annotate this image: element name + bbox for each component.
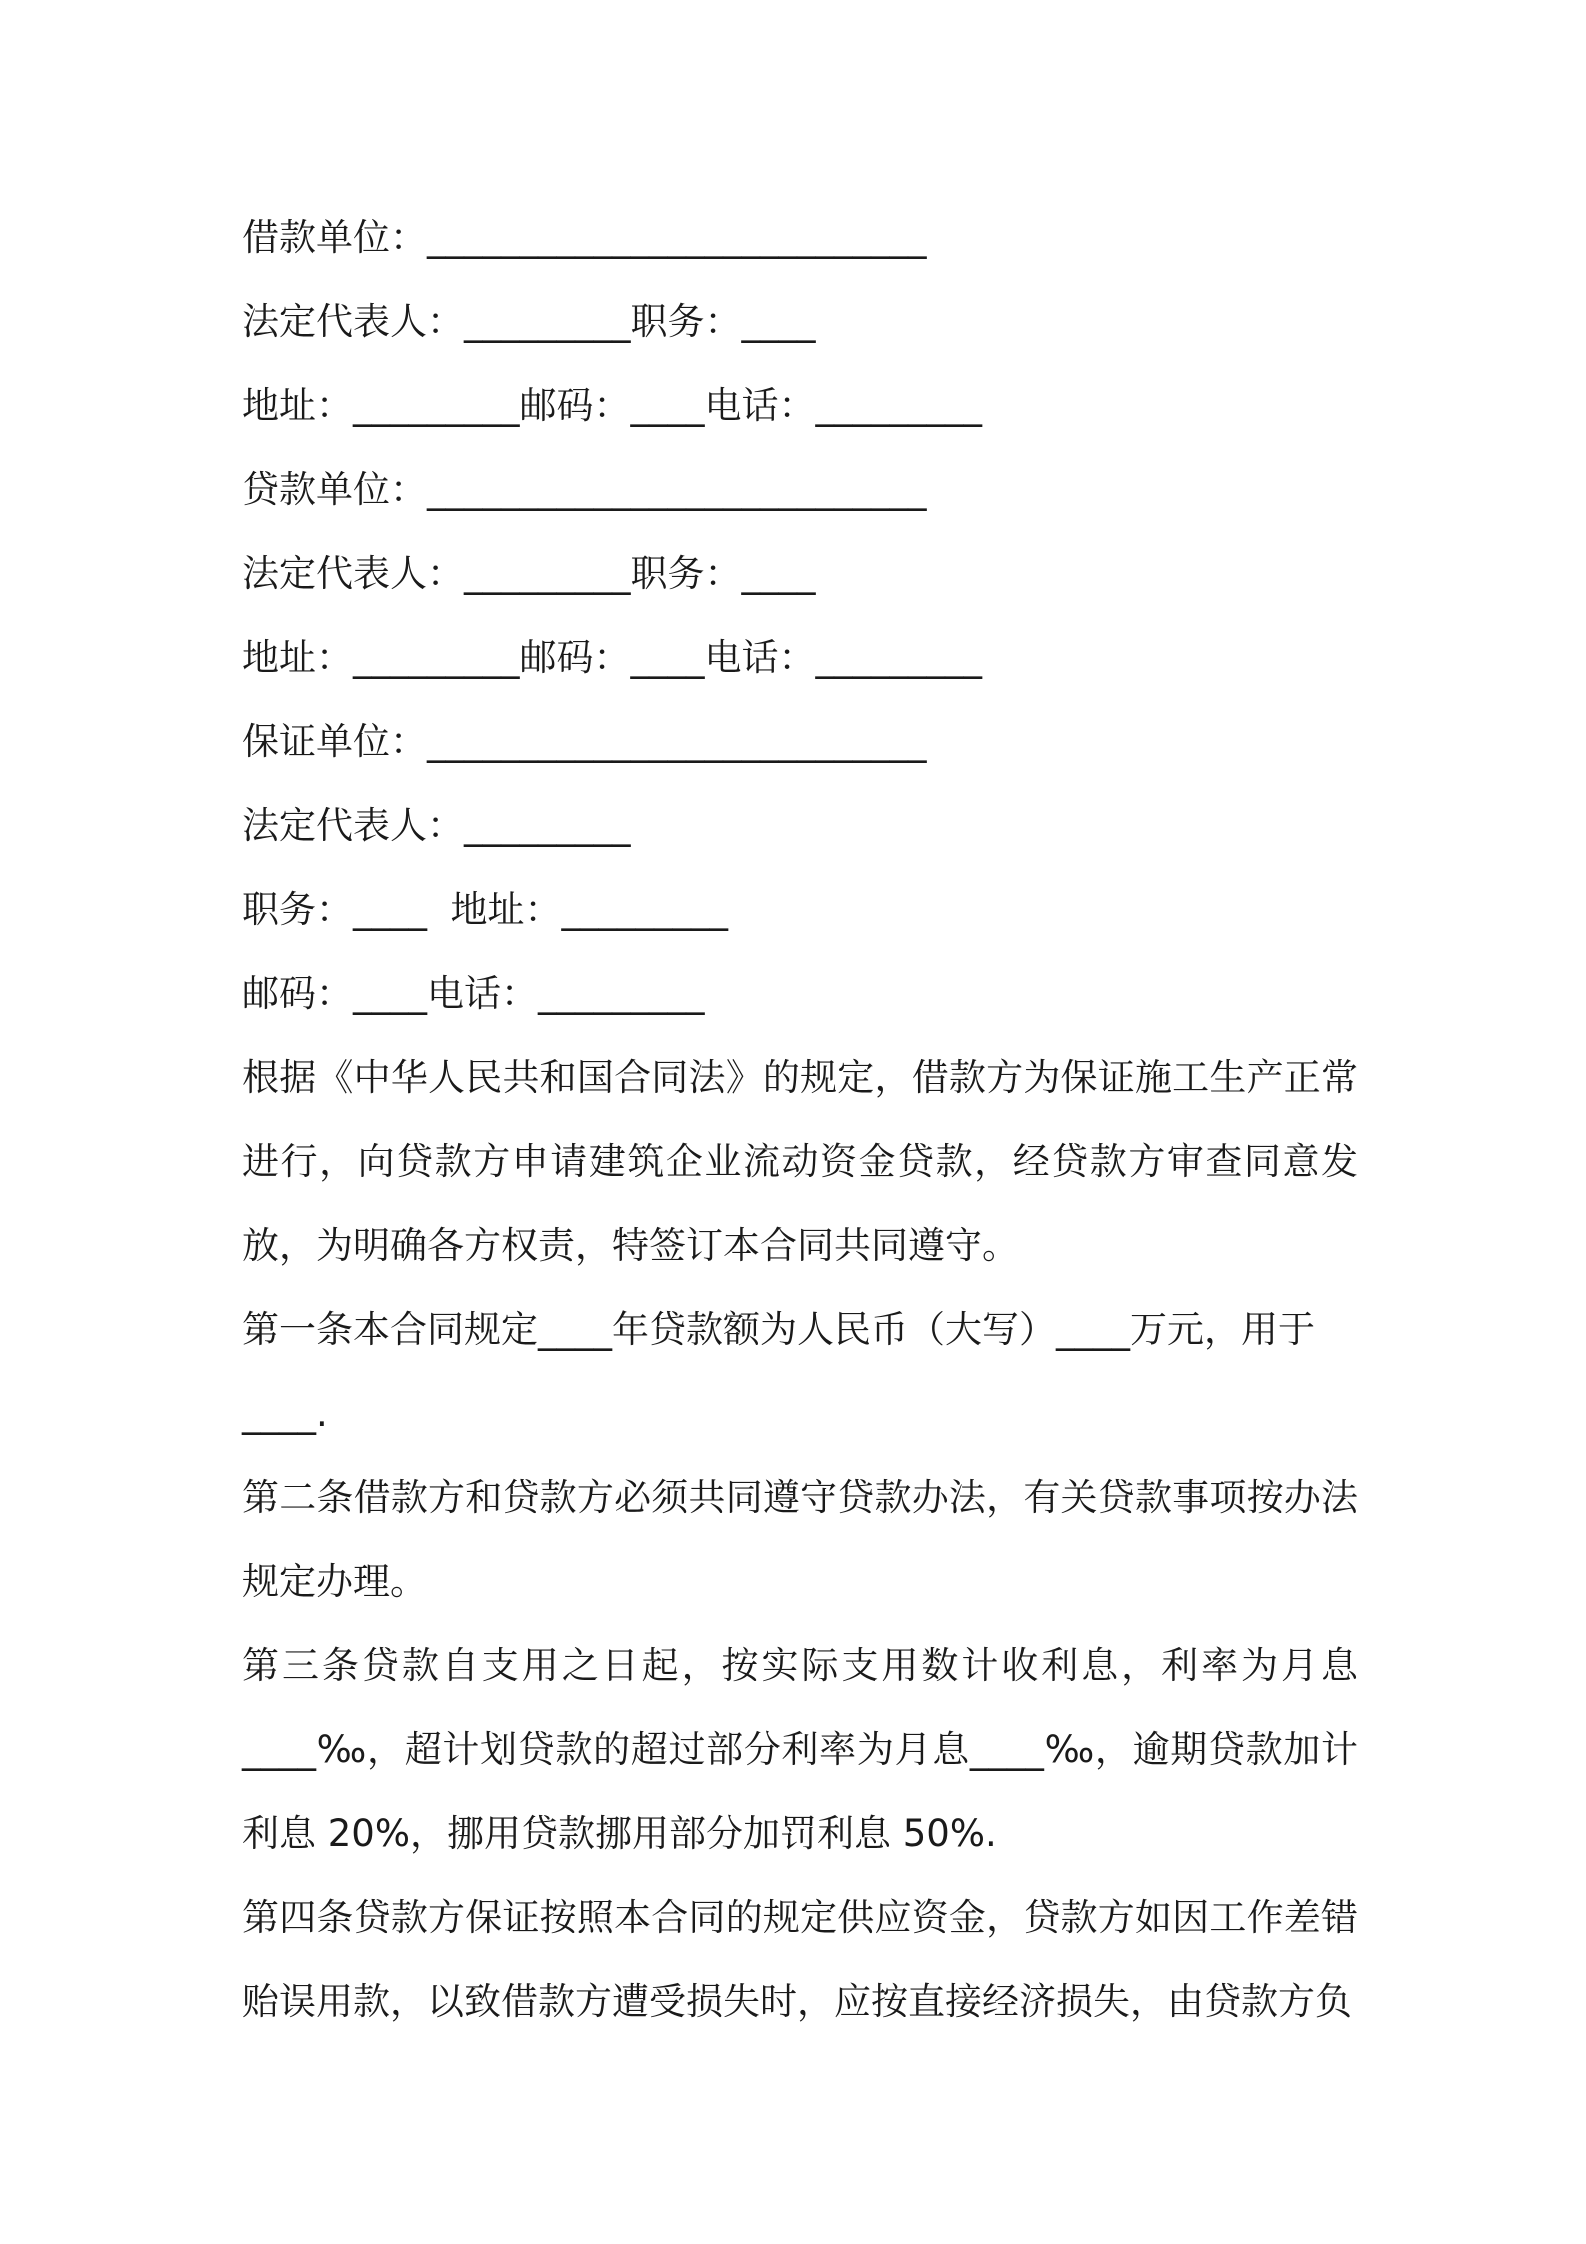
preamble-paragraph: 根据《中华人民共和国合同法》的规定，借款方为保证施工生产正常进行，向贷款方申请建筑企业流动资金贷款，经贷款方审查同意发放，为明确各方权责，特签订本合同共同遵守。 — [242, 1056, 1358, 1267]
article-3-paragraph: 第三条贷款自支用之日起，按实际支用数计收利息，利率为月息____‰，超计划贷款的超过部分利率为月息____‰，逾期贷款加计利息 20%，挪用贷款挪用部分加罚利息 50%. — [242, 1644, 1358, 1855]
lender-address-zip-phone-line: 地址：_________邮码：____电话：_________ — [242, 636, 982, 679]
lender-rep-position-line: 法定代表人：_________职务：____ — [242, 552, 816, 595]
guarantor-position-address-line: 职务：____ 地址：_________ — [242, 888, 729, 931]
article-4-paragraph: 第四条贷款方保证按照本合同的规定供应资金，贷款方如因工作差错贻误用款，以致借款方遭受损失时，应按直接经济损失，由贷款方负 — [242, 1896, 1358, 2023]
guarantor-zip-phone-line: 邮码：____电话：_________ — [242, 972, 705, 1015]
guarantor-rep-line: 法定代表人：_________ — [242, 804, 631, 847]
article-1-tail: ____. — [242, 1392, 328, 1435]
guarantor-unit-line: 保证单位：___________________________ — [242, 720, 927, 763]
article-1-paragraph: 第一条本合同规定____年贷款额为人民币（大写）____万元，用于 — [242, 1308, 1315, 1351]
borrower-unit-line: 借款单位：___________________________ — [242, 216, 927, 259]
lender-unit-line: 贷款单位：___________________________ — [242, 468, 927, 511]
borrower-rep-position-line: 法定代表人：_________职务：____ — [242, 300, 816, 343]
borrower-address-zip-phone-line: 地址：_________邮码：____电话：_________ — [242, 384, 982, 427]
contract-body — [242, 196, 1358, 2044]
article-2-paragraph: 第二条借款方和贷款方必须共同遵守贷款办法，有关贷款事项按办法规定办理。 — [242, 1476, 1358, 1603]
